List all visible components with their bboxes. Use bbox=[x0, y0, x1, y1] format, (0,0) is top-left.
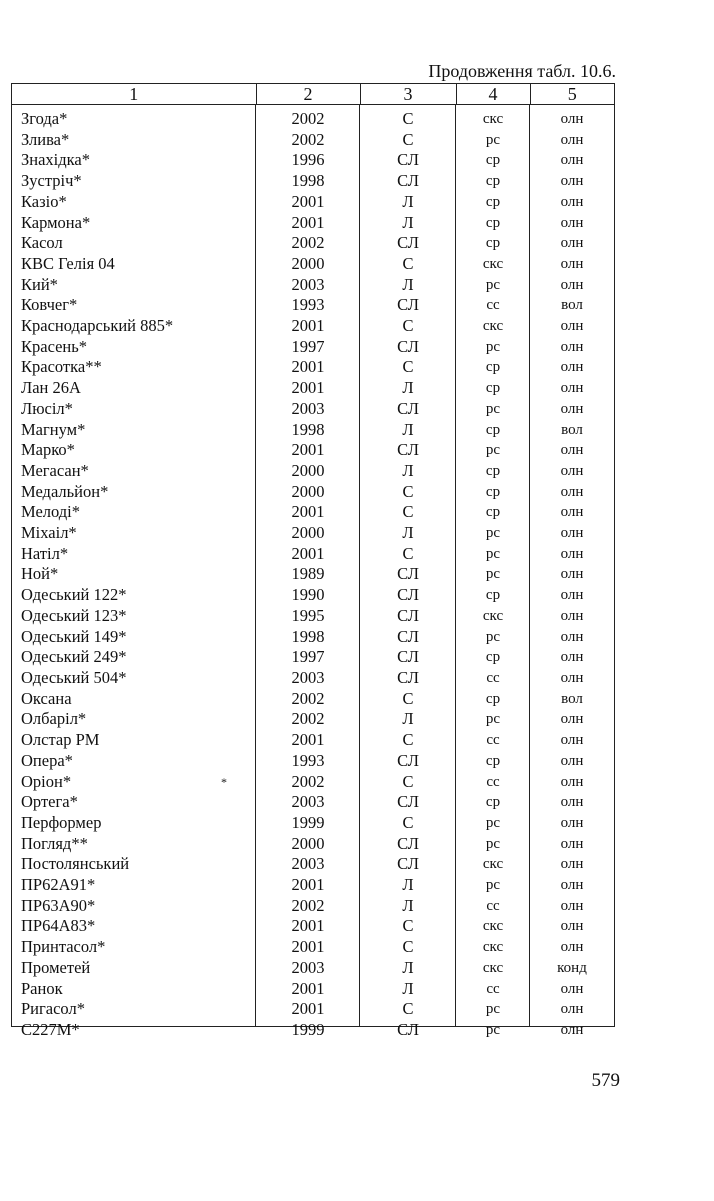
table-row bbox=[12, 627, 614, 648]
variety-name-cell: Ной* bbox=[21, 564, 59, 584]
oil-type-cell: олн bbox=[560, 525, 584, 542]
registration-year-cell: 2001 bbox=[291, 357, 325, 377]
hybrid-type-cell: СЛ bbox=[397, 626, 419, 646]
hybrid-type-cell: СЛ bbox=[397, 667, 419, 687]
oil-type-cell: олн bbox=[560, 732, 584, 749]
registration-year-cell: 2002 bbox=[291, 895, 325, 915]
column-divider bbox=[359, 105, 360, 1026]
hybrid-type-cell: С bbox=[402, 812, 414, 832]
table-row bbox=[12, 378, 614, 399]
oil-type-cell: олн bbox=[560, 939, 584, 956]
oil-type-cell: олн bbox=[560, 111, 584, 127]
oil-type-cell: олн bbox=[560, 566, 584, 583]
hybrid-type-cell: С bbox=[402, 316, 414, 336]
oil-type-cell: олн bbox=[560, 318, 584, 335]
table-row bbox=[12, 482, 614, 503]
ripeness-group-cell: скс bbox=[482, 255, 504, 272]
variety-name-cell: Лан 26А bbox=[21, 378, 81, 398]
oil-type-cell: вол bbox=[561, 690, 583, 707]
hybrid-type-cell: СЛ bbox=[397, 336, 419, 356]
hybrid-type-cell: СЛ bbox=[397, 171, 419, 191]
oil-type-cell: вол bbox=[561, 421, 583, 438]
table-row bbox=[12, 689, 614, 710]
ripeness-group-cell: сс bbox=[486, 980, 500, 997]
hybrid-type-cell: Л bbox=[402, 709, 414, 729]
variety-name-cell: ПР64А83* bbox=[21, 916, 96, 936]
ripeness-group-cell: сс bbox=[486, 897, 500, 914]
table-row bbox=[12, 213, 614, 234]
hybrid-type-cell: Л bbox=[402, 212, 414, 232]
variety-name-cell: Перформер bbox=[21, 812, 102, 832]
registration-year-cell: 2001 bbox=[291, 502, 325, 522]
hybrid-type-cell: СЛ bbox=[397, 854, 419, 874]
variety-name-cell: Одеський 123* bbox=[21, 605, 127, 625]
variety-name-cell: Ковчег* bbox=[21, 295, 78, 315]
ripeness-group-cell: ср bbox=[485, 587, 501, 604]
ripeness-group-cell: ср bbox=[485, 173, 501, 190]
registration-year-cell: 2000 bbox=[291, 253, 325, 273]
variety-name-cell: Прометей bbox=[21, 957, 91, 977]
variety-name-cell: Принтасол* bbox=[21, 937, 106, 957]
hybrid-type-cell: С bbox=[402, 502, 414, 522]
table-row bbox=[12, 606, 614, 627]
variety-name-cell: Одеський 149* bbox=[21, 626, 127, 646]
variety-name-cell: Ригасол* bbox=[21, 999, 85, 1019]
oil-type-cell: олн bbox=[560, 752, 584, 769]
oil-type-cell: олн bbox=[560, 214, 584, 231]
registration-year-cell: 2003 bbox=[291, 667, 325, 687]
hybrid-type-cell: С bbox=[402, 357, 414, 377]
variety-name-cell: Олбаріл* bbox=[21, 709, 87, 729]
variety-name-cell: Згода* bbox=[21, 109, 68, 128]
registration-year-cell: 2001 bbox=[291, 212, 325, 232]
hybrid-type-cell: СЛ bbox=[397, 233, 419, 253]
oil-type-cell: олн bbox=[560, 856, 584, 873]
variety-name-cell: Зустріч* bbox=[21, 171, 82, 191]
table-body bbox=[12, 105, 614, 1041]
table-row bbox=[12, 461, 614, 482]
oil-type-cell: олн bbox=[560, 442, 584, 459]
ripeness-group-cell: рс bbox=[485, 338, 501, 355]
data-table bbox=[12, 84, 614, 1041]
ripeness-group-cell: ср bbox=[485, 794, 501, 811]
ripeness-group-cell: скс bbox=[482, 856, 504, 873]
page-number: 579 bbox=[591, 1070, 620, 1091]
variety-name-cell: Постолянський bbox=[21, 854, 130, 874]
registration-year-cell: 1998 bbox=[291, 626, 325, 646]
ripeness-group-cell: сс bbox=[486, 773, 500, 790]
oil-type-cell: олн bbox=[560, 711, 584, 728]
table-row bbox=[12, 440, 614, 461]
hybrid-type-cell: Л bbox=[402, 523, 414, 543]
hybrid-type-cell: С bbox=[402, 771, 414, 791]
ripeness-group-cell: рс bbox=[485, 1001, 501, 1018]
column-divider bbox=[455, 105, 456, 1026]
registration-year-cell: 2003 bbox=[291, 957, 325, 977]
variety-name-cell: Мегасан* bbox=[21, 460, 89, 480]
ripeness-group-cell: рс bbox=[485, 711, 501, 728]
table-row bbox=[12, 668, 614, 689]
oil-type-cell: олн bbox=[560, 400, 584, 417]
table-header bbox=[12, 84, 614, 105]
registration-year-cell: 2002 bbox=[291, 771, 325, 791]
registration-year-cell: 1998 bbox=[291, 171, 325, 191]
hybrid-type-cell: Л bbox=[402, 895, 414, 915]
ripeness-group-cell: ср bbox=[485, 359, 501, 376]
ripeness-group-cell: ср bbox=[485, 504, 501, 521]
registration-year-cell: 1997 bbox=[291, 336, 325, 356]
variety-name-cell: Красень* bbox=[21, 336, 88, 356]
table-row bbox=[12, 316, 614, 337]
header-row bbox=[12, 84, 614, 105]
variety-name-cell: Натіл* bbox=[21, 543, 69, 563]
registration-year-cell: 2002 bbox=[291, 109, 325, 128]
variety-name-cell: Міхаіл* bbox=[21, 523, 77, 543]
ripeness-group-cell: рс bbox=[485, 525, 501, 542]
hybrid-type-cell: СЛ bbox=[397, 150, 419, 170]
table-row bbox=[12, 709, 614, 730]
variety-name-cell: Опера* bbox=[21, 750, 73, 770]
oil-type-cell: олн bbox=[560, 669, 584, 686]
registration-year-cell: 2001 bbox=[291, 999, 325, 1019]
table-row bbox=[12, 564, 614, 585]
column-header-5: 5 bbox=[530, 84, 614, 105]
ripeness-group-cell: скс bbox=[482, 318, 504, 335]
hybrid-type-cell: С bbox=[402, 999, 414, 1019]
hybrid-type-cell: Л bbox=[402, 875, 414, 895]
hybrid-type-cell: С bbox=[402, 109, 414, 128]
column-divider bbox=[255, 105, 256, 1026]
ripeness-group-cell: сс bbox=[486, 297, 500, 314]
oil-type-cell: олн bbox=[560, 835, 584, 852]
ripeness-group-cell: ср bbox=[485, 462, 501, 479]
ripeness-group-cell: скс bbox=[482, 111, 504, 127]
table-row bbox=[12, 192, 614, 213]
hybrid-type-cell: СЛ bbox=[397, 440, 419, 460]
table-row bbox=[12, 937, 614, 958]
registration-year-cell: 1996 bbox=[291, 150, 325, 170]
column-header-3: 3 bbox=[360, 84, 456, 105]
variety-name-cell: Медальйон* bbox=[21, 481, 109, 501]
variety-name-cell: Кармона* bbox=[21, 212, 91, 232]
registration-year-cell: 1999 bbox=[291, 812, 325, 832]
registration-year-cell: 2001 bbox=[291, 916, 325, 936]
variety-name-cell: Погляд** bbox=[21, 833, 88, 853]
registration-year-cell: 2002 bbox=[291, 233, 325, 253]
ripeness-group-cell: рс bbox=[485, 877, 501, 894]
variety-name-cell: Знахідка* bbox=[21, 150, 90, 170]
table-row bbox=[12, 772, 614, 793]
table-row bbox=[12, 544, 614, 565]
oil-type-cell: олн bbox=[560, 773, 584, 790]
hybrid-type-cell: Л bbox=[402, 191, 414, 211]
oil-type-cell: олн bbox=[560, 1001, 584, 1018]
variety-name-cell: Марко* bbox=[21, 440, 75, 460]
table-caption: Продовження табл. 10.6. bbox=[428, 61, 616, 81]
column-header-2: 2 bbox=[256, 84, 360, 105]
table-row bbox=[12, 171, 614, 192]
table-row bbox=[12, 896, 614, 917]
variety-name-cell: Злива* bbox=[21, 129, 70, 149]
ripeness-group-cell: рс bbox=[485, 276, 501, 293]
hybrid-type-cell: СЛ bbox=[397, 792, 419, 812]
registration-year-cell: 1993 bbox=[291, 750, 325, 770]
table-row bbox=[12, 502, 614, 523]
table-row bbox=[12, 254, 614, 275]
oil-type-cell: олн bbox=[560, 276, 584, 293]
table-row bbox=[12, 233, 614, 254]
oil-type-cell: олн bbox=[560, 794, 584, 811]
varieties-table bbox=[11, 83, 615, 1039]
variety-name-cell: Кий* bbox=[21, 274, 58, 294]
ripeness-group-cell: ср bbox=[485, 752, 501, 769]
ripeness-group-cell: скс bbox=[482, 607, 504, 624]
registration-year-cell: 1999 bbox=[291, 1019, 325, 1039]
variety-name-cell: Красотка** bbox=[21, 357, 102, 377]
oil-type-cell: олн bbox=[560, 173, 584, 190]
table-row bbox=[12, 958, 614, 979]
hybrid-type-cell: С bbox=[402, 916, 414, 936]
hybrid-type-cell: С bbox=[402, 481, 414, 501]
table-row bbox=[12, 875, 614, 896]
variety-name-cell: Магнум* bbox=[21, 419, 86, 439]
hybrid-type-cell: СЛ bbox=[397, 398, 419, 418]
ripeness-group-cell: скс bbox=[482, 939, 504, 956]
registration-year-cell: 1989 bbox=[291, 564, 325, 584]
hybrid-type-cell: Л bbox=[402, 957, 414, 977]
oil-type-cell: олн bbox=[560, 545, 584, 562]
oil-type-cell: олн bbox=[560, 152, 584, 169]
oil-type-cell: олн bbox=[560, 814, 584, 831]
variety-name-cell: ПР62А91* bbox=[21, 875, 96, 895]
variety-name-cell: Олстар РМ bbox=[21, 730, 100, 750]
table-row bbox=[12, 357, 614, 378]
oil-type-cell: конд bbox=[557, 959, 587, 976]
ripeness-group-cell: рс bbox=[485, 131, 501, 148]
variety-name-cell: Люсіл* bbox=[21, 398, 73, 418]
hybrid-type-cell: Л bbox=[402, 978, 414, 998]
oil-type-cell: олн bbox=[560, 918, 584, 935]
registration-year-cell: 1997 bbox=[291, 647, 325, 667]
ripeness-group-cell: рс bbox=[485, 545, 501, 562]
hybrid-type-cell: СЛ bbox=[397, 295, 419, 315]
variety-name-cell: Одеський 122* bbox=[21, 585, 127, 605]
hybrid-type-cell: СЛ bbox=[397, 833, 419, 853]
registration-year-cell: 2002 bbox=[291, 688, 325, 708]
hybrid-type-cell: Л bbox=[402, 274, 414, 294]
ripeness-group-cell: рс bbox=[485, 566, 501, 583]
variety-name-cell: С227М* bbox=[21, 1019, 80, 1039]
ripeness-group-cell: ср bbox=[485, 421, 501, 438]
table-row bbox=[12, 751, 614, 772]
table-row bbox=[12, 854, 614, 875]
oil-type-cell: олн bbox=[560, 587, 584, 604]
registration-year-cell: 1990 bbox=[291, 585, 325, 605]
table-row bbox=[12, 979, 614, 1000]
table-row bbox=[12, 813, 614, 834]
registration-year-cell: 2001 bbox=[291, 937, 325, 957]
oil-type-cell: олн bbox=[560, 628, 584, 645]
ripeness-group-cell: ср bbox=[485, 193, 501, 210]
hybrid-type-cell: Л bbox=[402, 419, 414, 439]
ripeness-group-cell: рс bbox=[485, 1021, 501, 1038]
oil-type-cell: олн bbox=[560, 483, 584, 500]
hybrid-type-cell: СЛ bbox=[397, 564, 419, 584]
table-row bbox=[12, 834, 614, 855]
oil-type-cell: олн bbox=[560, 504, 584, 521]
registration-year-cell: 2001 bbox=[291, 191, 325, 211]
registration-year-cell: 2001 bbox=[291, 978, 325, 998]
hybrid-type-cell: СЛ bbox=[397, 585, 419, 605]
variety-name-cell: Краснодарський 885* bbox=[21, 316, 174, 336]
registration-year-cell: 2001 bbox=[291, 316, 325, 336]
registration-year-cell: 2003 bbox=[291, 274, 325, 294]
oil-type-cell: олн bbox=[560, 380, 584, 397]
table-row bbox=[12, 275, 614, 296]
table-row bbox=[12, 130, 614, 151]
hybrid-type-cell: С bbox=[402, 253, 414, 273]
hybrid-type-cell: СЛ bbox=[397, 1019, 419, 1039]
variety-name-cell: Касол bbox=[21, 233, 63, 253]
variety-name-cell: Ранок bbox=[21, 978, 63, 998]
ripeness-group-cell: ср bbox=[485, 690, 501, 707]
table-row bbox=[12, 150, 614, 171]
hybrid-type-cell: Л bbox=[402, 460, 414, 480]
registration-year-cell: 1995 bbox=[291, 605, 325, 625]
oil-type-cell: олн bbox=[560, 897, 584, 914]
oil-type-cell: олн bbox=[560, 255, 584, 272]
registration-year-cell: 2001 bbox=[291, 378, 325, 398]
oil-type-cell: олн bbox=[560, 649, 584, 666]
hybrid-type-cell: С bbox=[402, 688, 414, 708]
ripeness-group-cell: скс bbox=[482, 959, 504, 976]
column-header-1: 1 bbox=[12, 84, 256, 105]
variety-name-cell: Одеський 249* bbox=[21, 647, 127, 667]
hybrid-type-cell: С bbox=[402, 937, 414, 957]
ripeness-group-cell: сс bbox=[486, 732, 500, 749]
ripeness-group-cell: скс bbox=[482, 918, 504, 935]
hybrid-type-cell: С bbox=[402, 730, 414, 750]
table-row bbox=[12, 1020, 614, 1041]
registration-year-cell: 2002 bbox=[291, 709, 325, 729]
table-row bbox=[12, 647, 614, 668]
oil-type-cell: олн bbox=[560, 235, 584, 252]
registration-year-cell: 1998 bbox=[291, 419, 325, 439]
oil-type-cell: олн bbox=[560, 193, 584, 210]
variety-name-cell: Ортега* bbox=[21, 792, 78, 812]
variety-name-cell: Казіо* bbox=[21, 191, 67, 211]
registration-year-cell: 1993 bbox=[291, 295, 325, 315]
ripeness-group-cell: рс bbox=[485, 442, 501, 459]
variety-name-cell: Оксана bbox=[21, 688, 72, 708]
ripeness-group-cell: ср bbox=[485, 380, 501, 397]
hybrid-type-cell: Л bbox=[402, 378, 414, 398]
table-row bbox=[12, 295, 614, 316]
ripeness-group-cell: ср bbox=[485, 152, 501, 169]
oil-type-cell: вол bbox=[561, 297, 583, 314]
registration-year-cell: 2000 bbox=[291, 460, 325, 480]
table-row bbox=[12, 916, 614, 937]
ripeness-group-cell: рс bbox=[485, 814, 501, 831]
ripeness-group-cell: рс bbox=[485, 628, 501, 645]
table-row bbox=[12, 420, 614, 441]
variety-name-cell: Оріон* bbox=[21, 771, 72, 791]
table-row bbox=[12, 585, 614, 606]
registration-year-cell: 2001 bbox=[291, 543, 325, 563]
column-divider bbox=[529, 105, 530, 1026]
oil-type-cell: олн bbox=[560, 980, 584, 997]
stray-asterisk-mark: * bbox=[221, 775, 227, 789]
variety-name-cell: Мелоді* bbox=[21, 502, 81, 522]
ripeness-group-cell: ср bbox=[485, 483, 501, 500]
hybrid-type-cell: С bbox=[402, 129, 414, 149]
oil-type-cell: олн bbox=[560, 607, 584, 624]
variety-name-cell: Одеський 504* bbox=[21, 667, 127, 687]
ripeness-group-cell: ср bbox=[485, 649, 501, 666]
table-row bbox=[12, 523, 614, 544]
oil-type-cell: олн bbox=[560, 462, 584, 479]
table-row bbox=[12, 337, 614, 358]
variety-name-cell: ПР63А90* bbox=[21, 895, 96, 915]
registration-year-cell: 2003 bbox=[291, 792, 325, 812]
oil-type-cell: олн bbox=[560, 338, 584, 355]
registration-year-cell: 2002 bbox=[291, 129, 325, 149]
hybrid-type-cell: СЛ bbox=[397, 750, 419, 770]
oil-type-cell: олн bbox=[560, 359, 584, 376]
hybrid-type-cell: СЛ bbox=[397, 605, 419, 625]
ripeness-group-cell: рс bbox=[485, 835, 501, 852]
column-header-4: 4 bbox=[456, 84, 530, 105]
registration-year-cell: 2003 bbox=[291, 398, 325, 418]
registration-year-cell: 2001 bbox=[291, 875, 325, 895]
ripeness-group-cell: рс bbox=[485, 400, 501, 417]
ripeness-group-cell: ср bbox=[485, 214, 501, 231]
hybrid-type-cell: СЛ bbox=[397, 647, 419, 667]
registration-year-cell: 2000 bbox=[291, 523, 325, 543]
table-row bbox=[12, 792, 614, 813]
registration-year-cell: 2001 bbox=[291, 440, 325, 460]
table-row bbox=[12, 999, 614, 1020]
ripeness-group-cell: сс bbox=[486, 669, 500, 686]
table-row bbox=[12, 399, 614, 420]
registration-year-cell: 2001 bbox=[291, 730, 325, 750]
variety-name-cell: КВС Гелія 04 bbox=[21, 253, 115, 273]
registration-year-cell: 2000 bbox=[291, 833, 325, 853]
table-row bbox=[12, 730, 614, 751]
hybrid-type-cell: С bbox=[402, 543, 414, 563]
table-row bbox=[12, 109, 614, 130]
oil-type-cell: олн bbox=[560, 877, 584, 894]
ripeness-group-cell: ср bbox=[485, 235, 501, 252]
registration-year-cell: 2003 bbox=[291, 854, 325, 874]
oil-type-cell: олн bbox=[560, 131, 584, 148]
oil-type-cell: олн bbox=[560, 1021, 584, 1038]
registration-year-cell: 2000 bbox=[291, 481, 325, 501]
